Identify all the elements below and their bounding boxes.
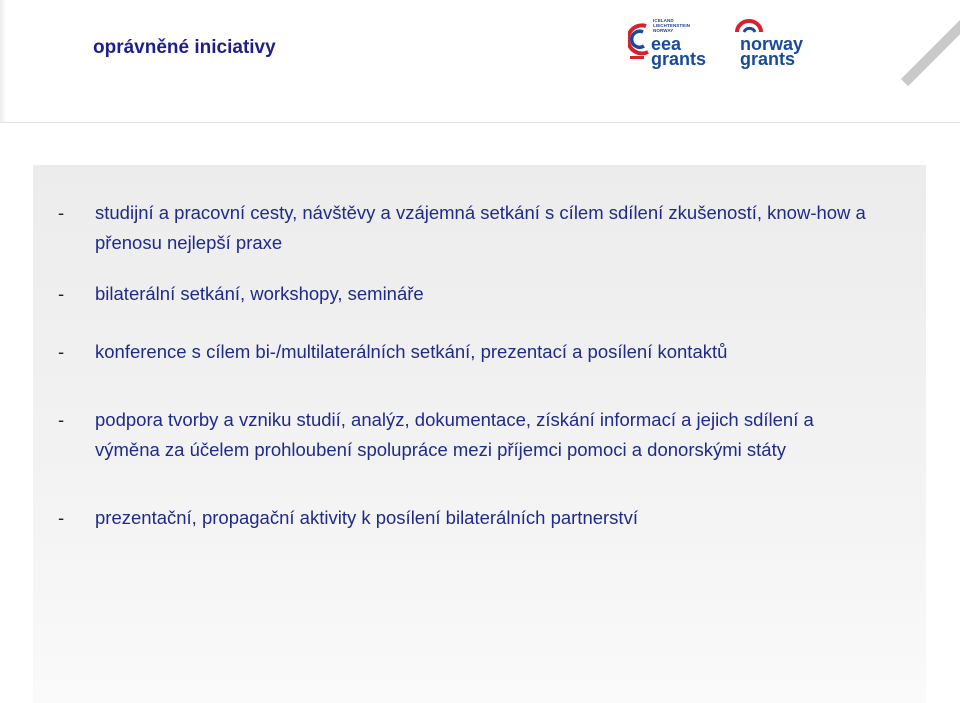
norway-grants-mark-icon xyxy=(734,16,768,36)
list-item-text: prezentační, propagační aktivity k posílení bilaterálních partnerství xyxy=(95,507,638,528)
eea-grants-logo xyxy=(628,16,718,78)
list-item-text: bilaterální setkání, workshopy, semináře xyxy=(95,283,424,304)
bullet-list xyxy=(58,198,878,533)
list-item-text: konference s cílem bi-/multilaterálních setkání, prezentací a posílení kontaktů xyxy=(95,341,728,362)
list-item xyxy=(58,405,878,465)
eea-logo-grants-word: grants xyxy=(651,49,707,69)
eea-country-line: ICELAND xyxy=(653,18,674,23)
list-item xyxy=(58,279,878,309)
bullet-dash: - xyxy=(58,283,65,304)
eea-logo-word: eea xyxy=(651,34,682,54)
list-item xyxy=(58,503,878,533)
eea-grants-mark-icon xyxy=(628,22,652,62)
header-shadow xyxy=(0,0,6,122)
norway-logo-grants-word: grants xyxy=(740,49,796,69)
bullet-dash: - xyxy=(58,409,65,430)
bullet-dash: - xyxy=(58,202,65,223)
norway-grants-logo xyxy=(732,16,814,78)
list-item-text: podpora tvorby a vzniku studií, analýz, dokumentace, získání informací a jejich sdílení a výměna za účelem prohloubení spolupráce mezi příjemci pomoci a donorskými státy xyxy=(95,409,814,460)
header-band xyxy=(0,0,960,123)
eea-country-line: NORWAY xyxy=(653,28,674,33)
list-item xyxy=(58,198,878,258)
page-title: oprávněné iniciativy xyxy=(93,37,276,58)
list-item xyxy=(58,337,878,367)
eea-countries-text xyxy=(653,18,690,33)
bullet-dash: - xyxy=(58,341,65,362)
eea-country-line: LIECHTENSTEIN xyxy=(653,23,691,28)
list-item-text: studijní a pracovní cesty, návštěvy a vzájemná setkání s cílem sdílení zkušeností, know-how a přenosu nejlepší praxe xyxy=(95,202,866,253)
norway-logo-word: norway xyxy=(740,34,804,54)
bullet-dash: - xyxy=(58,507,65,528)
